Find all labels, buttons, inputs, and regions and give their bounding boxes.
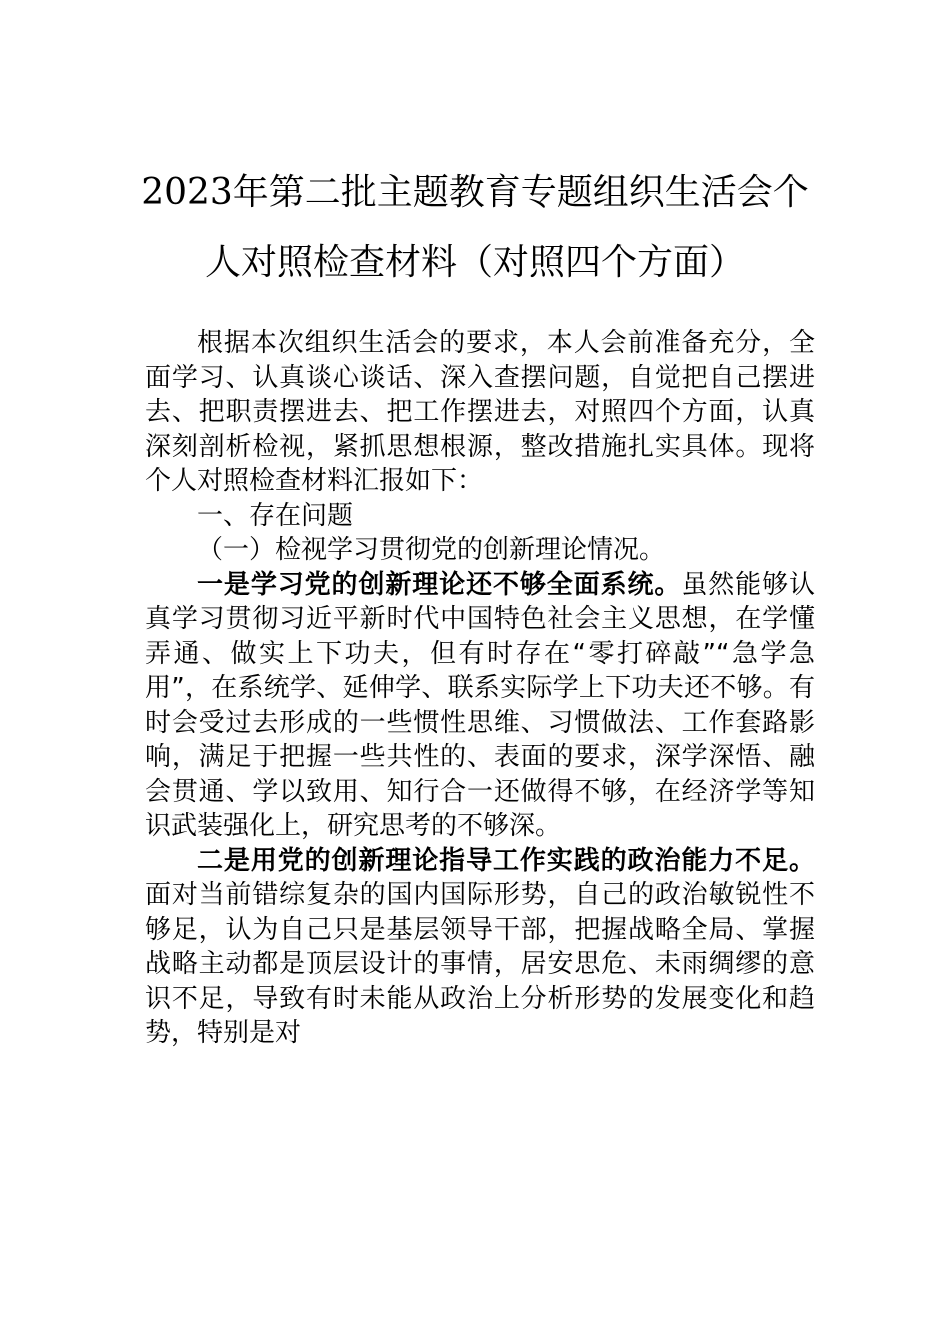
document-title-line-2: 人对照检查材料（对照四个方面） bbox=[204, 242, 745, 283]
intro-paragraph: 根据本次组织生活会的要求，本人会前准备充分，全面学习、认真谈心谈话、深入查摆问题，自觉把自己摆进去、把职责摆进去、把工作摆进去，对照四个方面，认真深刻剖析检视，紧抓思想根源，整改措施扎实具体。现将个人对照检查材料汇报如下： bbox=[145, 328, 815, 496]
point-2-heading: 二是用党的创新理论指导工作实践的政治能力不足。 bbox=[197, 845, 815, 876]
point-1-paragraph bbox=[145, 568, 815, 844]
point-2-paragraph bbox=[145, 844, 815, 1051]
point-1-body: 虽然能够认真学习贯彻习近平新时代中国特色社会主义思想，在学懂弄通、做实上下功夫，但有时存在“零打碎敲”“急学急用”，在系统学、延伸学、联系实际学上下功夫还不够。有时会受过去形成的一些惯性思维、习惯做法、工作套路影响，满足于把握一些共性的、表面的要求，深学深悟、融会贯通、学以致用、知行合一还做得不够，在经济学等知识武装强化上，研究思考的不够深。 bbox=[145, 569, 815, 841]
point-1-heading: 一是学习党的创新理论还不够全面系统。 bbox=[197, 569, 682, 600]
point-2-body: 面对当前错综复杂的国内国际形势，自己的政治敏锐性不够足，认为自己只是基层领导干部，把握战略全局、掌握战略主动都是顶层设计的事情，居安思危、未雨绸缪的意识不足，导致有时未能从政治上分析形势的发展变化和趋势，特别是对 bbox=[145, 880, 815, 1048]
section-heading-problems: 一、存在问题 bbox=[197, 500, 354, 531]
document-body bbox=[145, 326, 815, 1051]
document-title-line-1: 2023年第二批主题教育专题组织生活会个 bbox=[141, 172, 809, 213]
subsection-heading-1: （一）检视学习贯彻党的创新理论情况。 bbox=[197, 535, 666, 565]
